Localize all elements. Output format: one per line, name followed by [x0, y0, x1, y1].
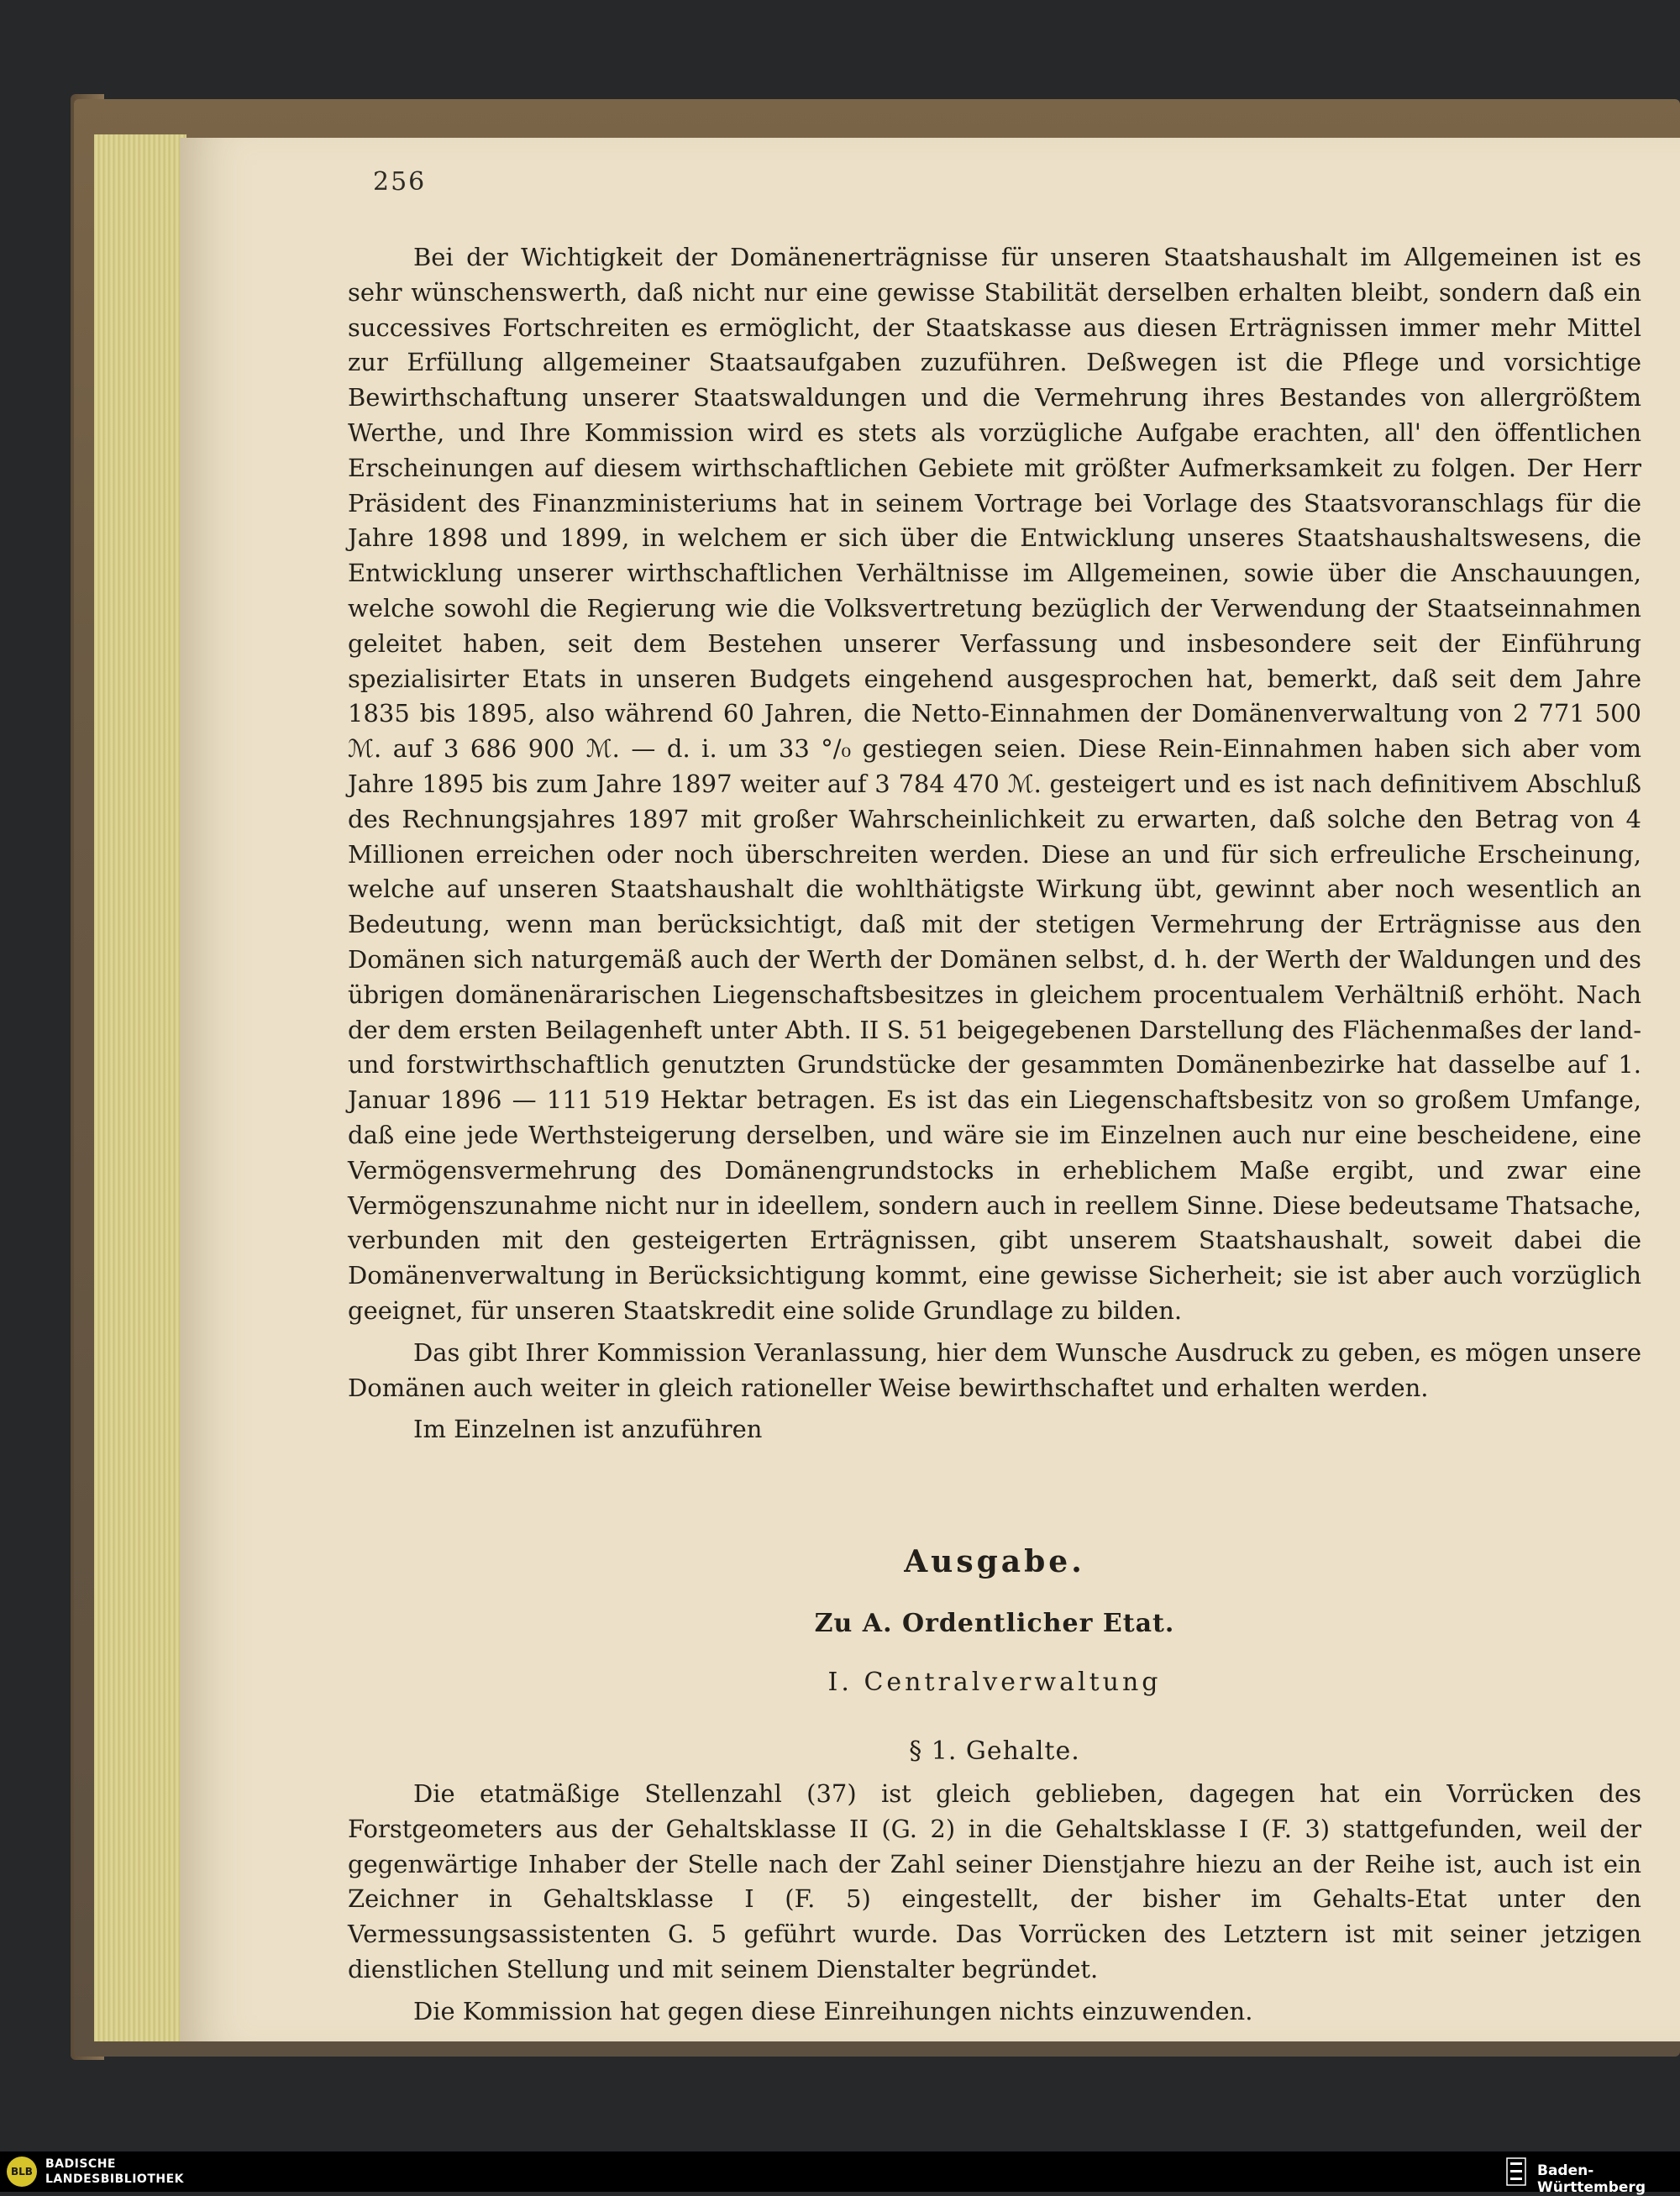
library-name-line2: LANDESBIBLIOTHEK: [45, 2172, 185, 2186]
state-name: Baden-Württemberg: [1537, 2162, 1646, 2196]
baden-wuerttemberg-lions-icon: [1505, 2157, 1527, 2187]
library-name-line1: BADISCHE: [45, 2157, 116, 2171]
paragraph-stellenzahl: Die etatmäßige Stellenzahl (37) ist gleich geblieben, dagegen hat ein Vorrücken des Forstgeometers aus der Gehaltsklasse II (G. 2) in die Gehaltsklasse I (F. 3) stattgefunden, weil der gegenwärtige Inhaber der Stelle nach der Zahl seiner Dienstjahre hiezu an der Reihe ist, auch ist ein Zeichner in Gehaltsklasse I (F. 5) eingestellt, der bisher im Gehalts-Etat unter den Vermessungsassistenten G. 5 geführt wurde. Das Vorrücken des Letztern ist mit seiner jetzigen dienstlichen Stellung und mit seinem Dienstalter begründet.: [348, 1779, 1641, 1984]
footer-bar: [0, 2151, 1680, 2196]
paragraph-domaenen: Bei der Wichtigkeit der Domänenerträgnisse für unseren Staatshaushalt im Allgemeinen ist es sehr wünschenswerth, daß nicht nur eine gewisse Stabilität derselben erhalten bleibt, sondern daß ein successives Fortschreiten es ermöglicht, der Staatskasse aus diesen Erträgnissen immer mehr Mittel zur Erfüllung allgemeiner Staatsaufgaben zuzuführen. Deßwegen ist die Pflege und vorsichtige Bewirthschaftung unserer Staatswaldungen und die Vermehrung ihres Bestandes von allergrößtem Werthe, und Ihre Kommission wird es stets als vorzügliche Aufgabe erachten, all' den öffentlichen Erscheinungen auf diesem wirthschaftlichen Gebiete mit größter Aufmerksamkeit zu folgen. Der Herr Präsident des Finanzministeriums hat in seinem Vortrage bei Vorlage des Staatsvoranschlags für die Jahre 1898 und 1899, in welchem er sich über die Entwicklung unseres Staatshaushaltswesens, die Entwicklung unserer wirthschaftlichen Verhältnisse im Allgemeinen, sowie über die Anschauungen, welche sowohl die Regierung wie die Volksvertretung bezüglich der Verwendung der Staatseinnahmen geleitet haben, seit dem Bestehen unserer Verfassung und insbesondere seit der Einführung spezialisirter Etats in unseren Budgets eingehend ausgesprochen hat, bemerkt, daß seit dem Jahre 1835 bis 1895, also während 60 Jahren, die Netto-Einnahmen der Domänenverwaltung von 2 771 500 ℳ. auf 3 686 900 ℳ. — d. i. um 33 °/₀ gestiegen seien. Diese Rein-Einnahmen haben sich aber vom Jahre 1895 bis zum Jahre 1897 weiter auf 3 784 470 ℳ. gesteigert und es ist nach definitivem Abschluß des Rechnungsjahres 1897 mit großer Wahrscheinlichkeit zu erwarten, daß solche den Betrag von 4 Millionen erreichen oder noch überschreiten werden. Diese an und für sich erfreuliche Erscheinung, welche auf unseren Staatshaushalt die wohlthätigste Wirkung übt, gewinnt aber noch wesentlich an Bedeutung, wenn man berücksichtigt, daß mit der stetigen Vermehrung der Erträgnisse aus den Domänen sich naturgemäß auch der Werth der Domänen selbst, d. h. der Werth der Waldungen und des übrigen domänenärarischen Liegenschaftsbesitzes in gleichem procentualem Verhältniß erhöht. Nach der dem ersten Beilagenheft unter Abth. II S. 51 beigegebenen Darstellung des Flächenmaßes der land- und forstwirthschaftlich genutzten Grundstücke der gesammten Domänenbezirke hat dasselbe auf 1. Januar 1896 — 111 519 Hektar betragen. Es ist das ein Liegenschaftsbesitz von so großem Umfange, daß eine jede Werthsteigerung derselben, und wäre sie im Einzelnen auch nur eine bescheidene, eine Vermögensvermehrung des Domänengrundstocks in erheblichem Maße ergibt, und zwar eine Vermögenszunahme nicht nur in ideellem, sondern auch in reellem Sinne. Diese bedeutsame Thatsache, verbunden mit den gesteigerten Erträgnissen, gibt unserem Staatshaushalt, soweit dabei die Domänenverwaltung in Berücksichtigung kommt, eine gewisse Sicherheit; sie ist aber auch vorzüglich geeignet, für unseren Staatskredit eine solide Grundlage zu bilden.: [348, 243, 1641, 1325]
chapter-heading: I. Centralverwaltung: [827, 1668, 1162, 1698]
book-page: [180, 138, 1680, 2041]
paragraph-heading: § 1. Gehalte.: [909, 1736, 1080, 1767]
section-heading: Ausgabe.: [904, 1544, 1085, 1580]
library-name: [45, 2157, 184, 2187]
paragraph-kommission: Das gibt Ihrer Kommission Veranlassung, hier dem Wunsche Ausdruck zu geben, es mögen unsere Domänen auch weiter in gleich rationeller Weise bewirthschaftet und erhalten werden.: [348, 1337, 1641, 1402]
subsection-heading: Zu A. Ordentlicher Etat.: [814, 1609, 1175, 1639]
paragraph-einzelnen: Im Einzelnen ist anzuführen: [413, 1415, 763, 1444]
page-number: 256: [373, 167, 427, 197]
page-edges: [94, 134, 186, 2041]
page-body: [348, 240, 1641, 2030]
paragraph-einreihungen: Die Kommission hat gegen diese Einreihungen nichts einzuwenden.: [413, 1996, 1253, 2025]
blb-logo-icon: BLB: [7, 2157, 37, 2187]
